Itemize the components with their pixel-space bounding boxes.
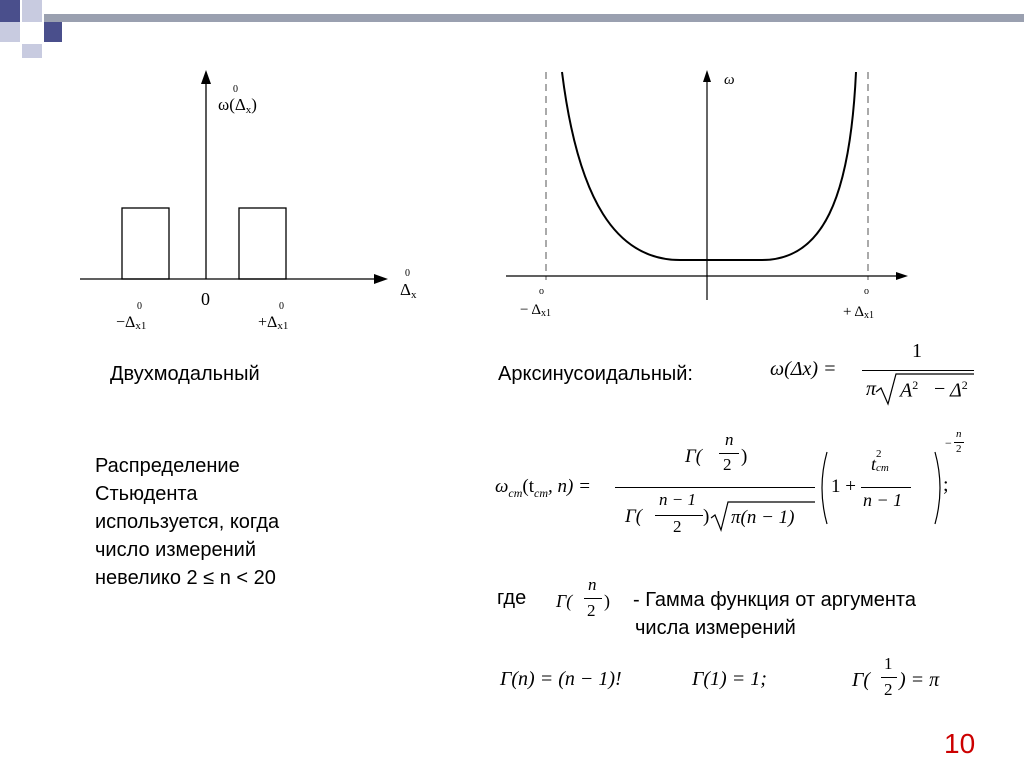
header-square-dark-2 xyxy=(44,22,62,42)
gamma-where: где xyxy=(497,587,527,609)
student-den-pi-part: π(n − 1) xyxy=(731,507,795,528)
header-bar xyxy=(44,14,1024,22)
student-den-close: ) xyxy=(703,506,710,527)
student-num-inner-bar xyxy=(719,453,739,454)
student-formula-lhs: $\omega_{ст}(t_{ст}$, n) = xyxy=(495,476,591,500)
arcsine-right-accent: o xyxy=(864,286,869,297)
arcsine-formula-A: $A^2$ xyxy=(900,378,919,402)
bimodal-caption: Двухмодальный xyxy=(110,363,260,385)
bimodal-left-bar xyxy=(122,208,169,279)
gamma-def-gamma: Γ( xyxy=(556,591,573,611)
student-line-5: невелико 2 ≤ n < 20 xyxy=(95,567,276,589)
gamma-identity-3 xyxy=(852,654,962,714)
arcsine-y-arrow xyxy=(703,70,711,82)
student-den-two: 2 xyxy=(673,517,682,536)
bimodal-left-tick: −Δx1 xyxy=(116,314,147,332)
bimodal-x-label: Δx xyxy=(400,280,417,301)
bimodal-y-label: ω(Δx) xyxy=(218,95,257,116)
student-main-fraction-bar xyxy=(615,487,815,488)
student-den-n-minus-1: n − 1 xyxy=(659,490,696,509)
gamma-identity-2: Γ(1) = 1; xyxy=(692,668,767,690)
gamma-identity-3-den: 2 xyxy=(884,680,893,699)
gamma-identity-3-left: Γ( xyxy=(852,669,871,691)
gamma-identity-3-right: ) = π xyxy=(899,669,940,691)
student-den-gamma: Γ( xyxy=(625,506,643,527)
gamma-description xyxy=(633,586,1013,642)
student-formula xyxy=(495,430,975,550)
arcsine-formula-delta: $\Delta^2$ xyxy=(950,378,968,402)
arcsine-formula-fraction-bar xyxy=(862,370,974,371)
gamma-description-line-2: числа измерений xyxy=(635,617,796,639)
student-num-gamma: Γ( xyxy=(685,446,703,467)
student-exp-n: n xyxy=(956,428,962,440)
arcsine-formula-minus: − xyxy=(934,378,946,400)
bimodal-x-arrow xyxy=(374,274,388,284)
student-semicolon: ; xyxy=(943,474,949,496)
gamma-def-close: ) xyxy=(604,591,610,611)
gamma-description-line-1: - Гамма функция от аргумента xyxy=(633,589,916,611)
bimodal-left-accent: 0 xyxy=(137,301,142,312)
bimodal-right-accent: 0 xyxy=(279,301,284,312)
student-t: t 2 ст xyxy=(871,448,889,474)
student-line-3: используется, когда xyxy=(95,511,280,533)
student-num-two: 2 xyxy=(723,455,732,474)
gamma-def-n: n xyxy=(588,575,597,594)
header-square-light-3 xyxy=(22,44,42,58)
student-num-n: n xyxy=(725,430,734,449)
student-num-close: ) xyxy=(741,446,748,467)
student-den-inner-bar xyxy=(655,515,703,516)
bimodal-x-accent: 0 xyxy=(405,268,410,279)
student-exp-two: 2 xyxy=(956,443,962,455)
student-line-2: Стьюдента xyxy=(95,483,198,505)
arcsine-formula xyxy=(770,340,1000,410)
gamma-def-symbol xyxy=(556,575,626,635)
bimodal-diagram xyxy=(70,60,430,340)
arcsine-right-tick: + Δx1 xyxy=(843,304,875,321)
student-line-1: Распределение xyxy=(95,455,240,477)
arcsine-formula-pi: π xyxy=(866,378,877,400)
bimodal-y-accent: 0 xyxy=(233,84,238,95)
header-square-light-2 xyxy=(0,22,20,42)
slide-number: 10 xyxy=(944,728,976,759)
arcsine-curve xyxy=(562,72,856,260)
student-one-plus: 1 + xyxy=(831,476,856,497)
arcsine-left-accent: o xyxy=(539,286,544,297)
bimodal-right-bar xyxy=(239,208,286,279)
arcsine-diagram xyxy=(500,60,920,330)
arcsine-caption: Арксинусоидальный: xyxy=(498,363,693,385)
bimodal-origin: 0 xyxy=(201,289,210,309)
student-description xyxy=(95,452,395,592)
gamma-identity-3-num: 1 xyxy=(884,654,893,673)
gamma-identity-1: Γ(n) = (n − 1)! xyxy=(500,668,622,690)
student-t-fraction-bar xyxy=(861,487,911,488)
student-exp-minus: − xyxy=(945,436,952,450)
arcsine-formula-lhs: ω(Δx) = xyxy=(770,358,837,380)
student-t-den: n − 1 xyxy=(863,490,903,510)
arcsine-y-label: ω xyxy=(724,72,735,88)
bimodal-right-tick: +Δx1 xyxy=(258,314,289,332)
header-square-light xyxy=(22,0,42,22)
student-line-4: число измерений xyxy=(95,539,257,561)
gamma-def-two: 2 xyxy=(587,601,596,620)
arcsine-left-tick: − Δx1 xyxy=(520,302,552,319)
header-square-dark xyxy=(0,0,20,22)
arcsine-formula-numerator: 1 xyxy=(912,340,922,362)
bimodal-y-arrow xyxy=(201,70,211,84)
arcsine-x-arrow xyxy=(896,272,908,280)
gamma-identity-3-bar xyxy=(881,677,897,678)
gamma-def-bar xyxy=(584,598,602,599)
